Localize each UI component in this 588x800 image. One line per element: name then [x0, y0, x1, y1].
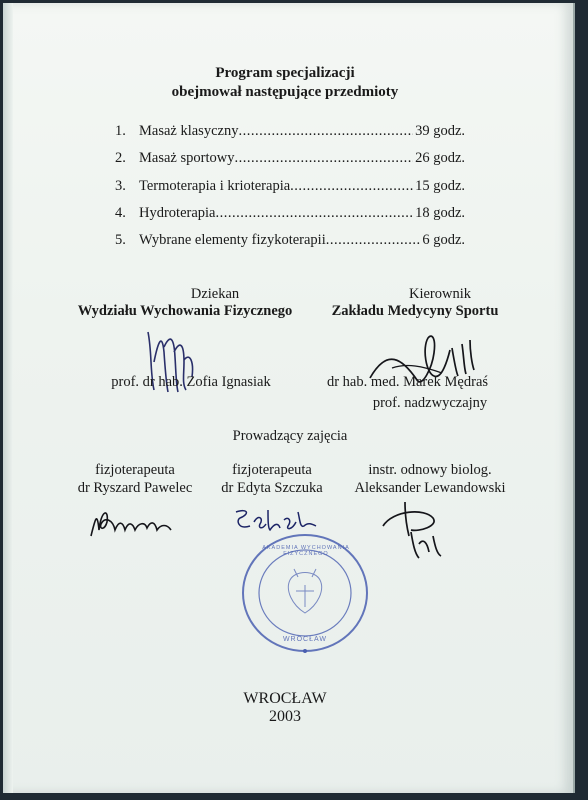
- subject-number: 5.: [115, 232, 126, 249]
- head-subtitle: prof. nadzwyczajny: [372, 395, 488, 411]
- stamp-city: WROCŁAW: [282, 636, 328, 643]
- leader-dots: [216, 205, 414, 222]
- subject-name: Termoterapia i krioterapia: [139, 177, 291, 194]
- footer-year: 2003: [269, 708, 301, 725]
- leader-dots: [290, 178, 413, 195]
- instructor-3-signature: [375, 496, 455, 566]
- subject-name: Wybrane elementy fizykoterapii: [139, 232, 326, 249]
- footer-city: WROCŁAW: [243, 690, 327, 707]
- dean-name: prof. dr hab. Zofia Ignasiak: [111, 374, 271, 390]
- subject-row: [115, 145, 465, 172]
- dean-unit: Wydziału Wychowania Fizycznego: [77, 303, 293, 319]
- subject-row: [115, 173, 465, 200]
- subject-hours: 6 godz.: [422, 232, 465, 249]
- subject-row: [115, 200, 465, 227]
- instructors-heading: Prowadzący zajęcia: [232, 428, 348, 444]
- subject-row: [115, 118, 465, 145]
- instructor-name: Aleksander Lewandowski: [354, 480, 506, 496]
- subject-number: 3.: [115, 177, 126, 194]
- instructor-name: dr Edyta Szczuka: [221, 480, 323, 496]
- subject-hours: 15 godz.: [415, 177, 465, 194]
- instructor-role: instr. odnowy biolog.: [368, 462, 492, 478]
- subject-number: 2.: [115, 150, 126, 167]
- subject-number: 4.: [115, 205, 126, 222]
- subject-name: Masaż klasyczny: [139, 123, 239, 140]
- document-title: [0, 64, 570, 102]
- title-line-2: obejmował następujące przedmioty: [171, 84, 399, 100]
- subject-hours: 18 godz.: [415, 205, 465, 222]
- instructor-name: dr Ryszard Pawelec: [77, 480, 193, 496]
- subject-name: Hydroterapia: [139, 205, 216, 222]
- instructor-1-signature: [85, 500, 185, 545]
- leader-dots: [234, 150, 413, 167]
- head-title: Kierownik: [408, 286, 471, 302]
- subject-number: 1.: [115, 123, 126, 140]
- stamp-text: AKADEMIA WYCHOWANIA FIZYCZNEGO: [262, 545, 350, 557]
- title-line-1: Program specjalizacji: [215, 65, 355, 81]
- subject-hours: 39 godz.: [415, 123, 465, 140]
- subject-list: [115, 118, 465, 254]
- head-name: dr hab. med. Marek Mędraś: [326, 374, 489, 390]
- instructor-role: fizjoterapeuta: [95, 462, 175, 478]
- page-edge: [3, 3, 13, 793]
- dean-title: Dziekan: [190, 286, 240, 302]
- subject-row: [115, 227, 465, 254]
- leader-dots: [238, 123, 413, 140]
- leader-dots: [326, 232, 421, 249]
- subject-hours: 26 godz.: [415, 150, 465, 167]
- subject-name: Masaż sportowy: [139, 150, 235, 167]
- head-unit: Zakładu Medycyny Sportu: [331, 303, 499, 319]
- instructor-role: fizjoterapeuta: [232, 462, 312, 478]
